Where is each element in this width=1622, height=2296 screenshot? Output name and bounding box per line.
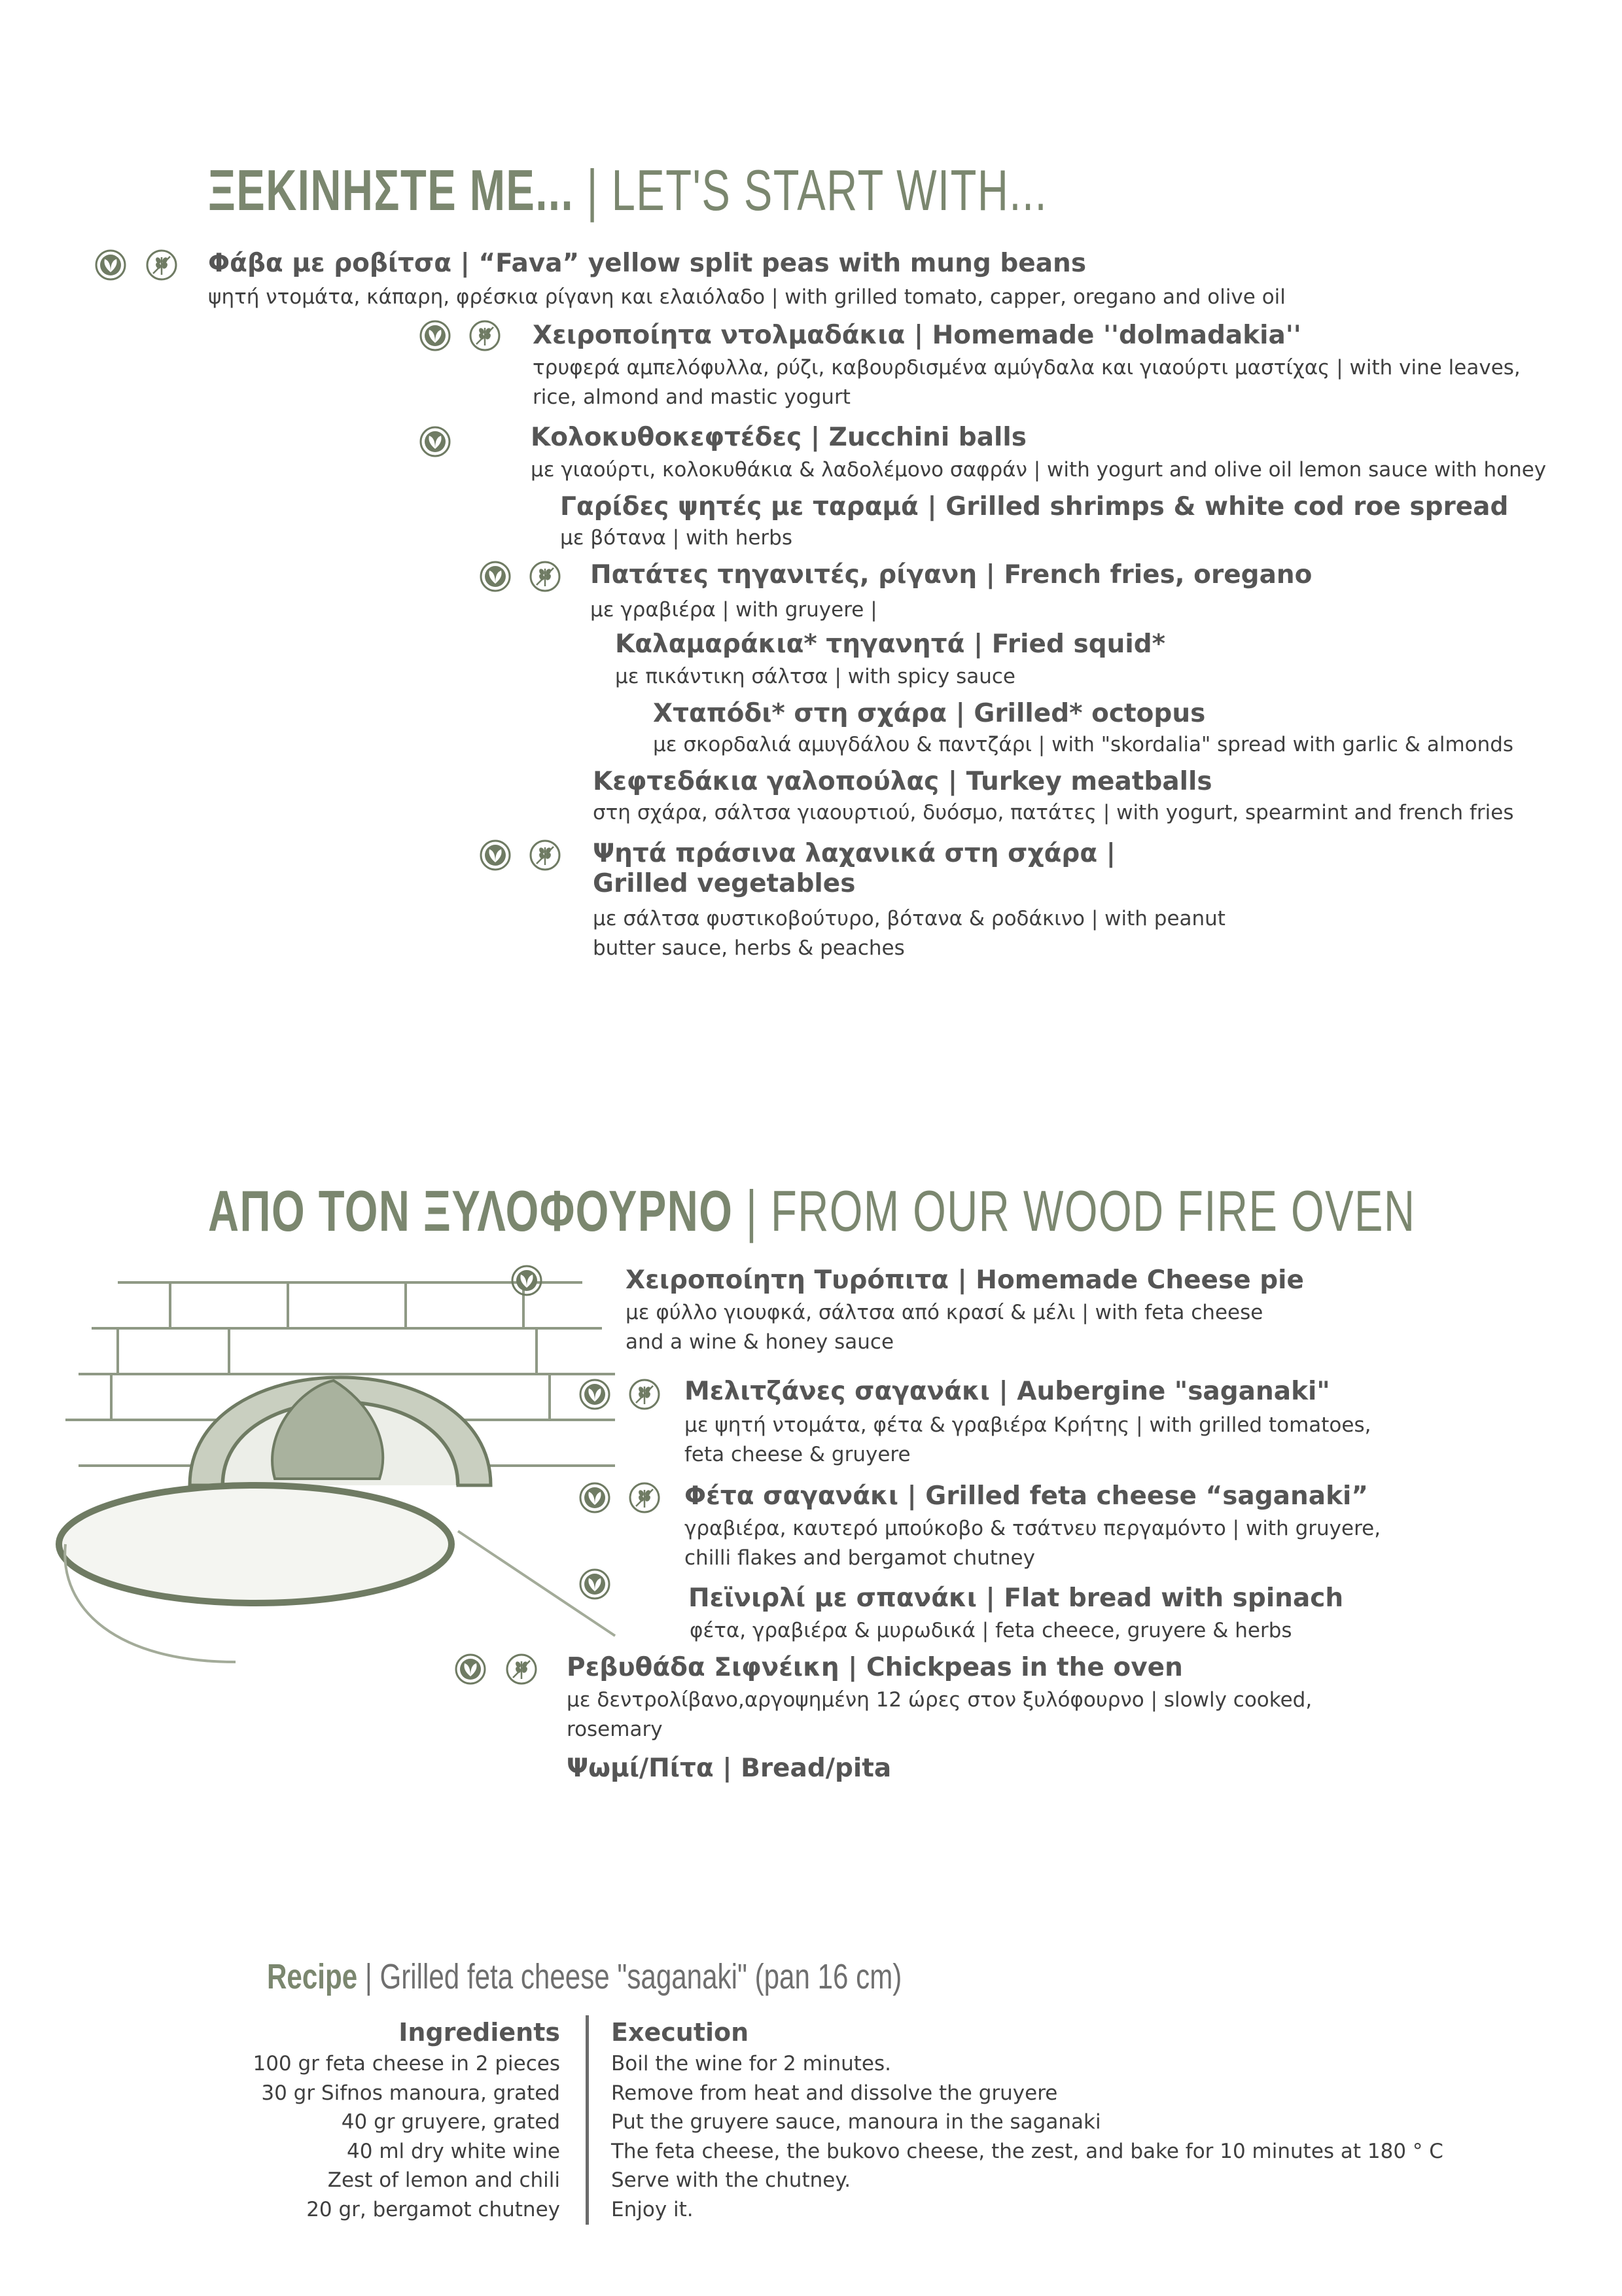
menu-item-title: Ψωμί/Πίτα | Bread/pita <box>567 1754 892 1783</box>
menu-item-desc: με φύλλο γιουφκά, σάλτσα από κρασί & μέλι | with feta cheese and a wine & honey sauce <box>626 1301 1263 1354</box>
menu-item-desc: με σκορδαλιά αμυγδάλου & παντζάρι | with "skordalia" spread with garlic & almonds <box>653 733 1514 756</box>
vegan-leaf-icon <box>479 560 512 593</box>
section-title-separator: | <box>746 1178 758 1243</box>
section-title-gr: ΞΕΚΙΝΗΣΤΕ ΜΕ... <box>208 158 574 222</box>
menu-item-title: Κεφτεδάκια γαλοπούλας | Turkey meatballs <box>593 767 1212 796</box>
recipe-title <box>267 1956 902 1997</box>
vegan-leaf-icon <box>578 1481 611 1514</box>
section-title-en: FROM OUR WOOD FIRE OVEN <box>770 1178 1416 1243</box>
menu-item-desc: με δεντρολίβανο,αργοψημένη 12 ώρες στον ξυλόφουρνο | slowly cooked, rosemary <box>567 1688 1313 1741</box>
menu-item-title: Καλαμαράκια* τηγανητά | Fried squid* <box>615 629 1166 659</box>
menu-item-desc: με σάλτσα φυστικοβούτυρο, βότανα & ροδάκινο | with peanut butter sauce, herbs & peaches <box>593 907 1225 960</box>
execution-step: Enjoy it. <box>611 2197 694 2221</box>
ingredient-line: Zest of lemon and chili <box>327 2168 560 2192</box>
execution-list <box>611 2049 1593 2224</box>
menu-item-title: Φέτα σαγανάκι | Grilled feta cheese “saganaki” <box>684 1481 1369 1511</box>
execution-step: Put the gruyere sauce, manoura in the saganaki <box>611 2110 1101 2134</box>
menu-item-title: Χειροποίητη Τυρόπιτα | Homemade Cheese pie <box>626 1265 1304 1295</box>
vegan-leaf-icon <box>419 425 451 458</box>
execution-step: Remove from heat and dissolve the gruyere <box>611 2081 1058 2105</box>
vegan-leaf-icon <box>510 1264 543 1297</box>
vegan-leaf-icon <box>419 319 451 352</box>
gluten-free-wheat-icon <box>505 1653 538 1686</box>
recipe-divider <box>586 2015 589 2225</box>
wood-oven-illustration <box>39 1269 628 1675</box>
recipe-separator: | <box>364 1957 372 1996</box>
gluten-free-wheat-icon <box>468 319 501 352</box>
recipe-name: Grilled feta cheese "saganaki" (pan 16 cm) <box>379 1957 902 1996</box>
menu-item-title: Γαρίδες ψητές με ταραμά | Grilled shrimps & white cod roe spread <box>560 492 1509 521</box>
section-title-en: LET'S START WITH... <box>611 158 1048 222</box>
gluten-free-wheat-icon <box>529 560 561 593</box>
ingredients-list <box>249 2049 560 2224</box>
menu-item-desc: με πικάντικη σάλτσα | with spicy sauce <box>615 665 1015 688</box>
section-title-oven <box>208 1178 1415 1245</box>
menu-item-desc: στη σχάρα, σάλτσα γιαουρτιού, δυόσμο, πατάτες | with yogurt, spearmint and french fries <box>593 801 1514 824</box>
ingredient-line: 40 ml dry white wine <box>347 2139 560 2163</box>
vegan-leaf-icon <box>479 839 512 872</box>
menu-item-title: Ρεβυθάδα Σιφνέικη | Chickpeas in the oven <box>567 1653 1183 1682</box>
ingredient-line: 100 gr feta cheese in 2 pieces <box>253 2052 560 2075</box>
menu-item-title: Μελιτζάνες σαγανάκι | Aubergine "saganaki" <box>684 1377 1330 1406</box>
menu-item-desc: με γραβιέρα | with gruyere | <box>590 598 877 622</box>
gluten-free-wheat-icon <box>145 249 178 281</box>
menu-item-desc: φέτα, γραβιέρα & μυρωδικά | feta cheece, gruyere & herbs <box>690 1619 1292 1642</box>
menu-item-desc: ψητή ντομάτα, κάπαρη, φρέσκια ρίγανη και ελαιόλαδο | with grilled tomato, capper, oregano and olive oil <box>208 285 1286 309</box>
vegan-leaf-icon <box>94 249 127 281</box>
section-title-gr: ΑΠΟ ΤΟΝ ΞΥΛΟΦΟΥΡΝΟ <box>208 1178 733 1243</box>
menu-item-desc: με γιαούρτι, κολοκυθάκια & λαδολέμονο σαφράν | with yogurt and olive oil lemon sauce with honey <box>531 458 1547 482</box>
menu-item-title: Ψητά πράσινα λαχανικά στη σχάρα | Grilled vegetables <box>593 839 1116 898</box>
menu-item-desc: τρυφερά αμπελόφυλλα, ρύζι, καβουρδισμένα αμύγδαλα και γιαούρτι μαστίχας | with vine leaves, rice, almond and mastic yogurt <box>533 356 1521 409</box>
menu-item-desc: με βότανα | with herbs <box>560 526 793 550</box>
section-title-starters <box>208 157 1048 224</box>
ingredient-line: 30 gr Sifnos manoura, grated <box>261 2081 560 2105</box>
execution-step: Boil the wine for 2 minutes. <box>611 2052 891 2075</box>
vegan-leaf-icon <box>578 1568 611 1600</box>
ingredient-line: 20 gr, bergamot chutney <box>306 2197 560 2221</box>
gluten-free-wheat-icon <box>529 839 561 872</box>
menu-item-desc: με ψητή ντομάτα, φέτα & γραβιέρα Κρήτης | with grilled tomatoes, feta cheese & gruyere <box>684 1413 1371 1466</box>
ingredient-line: 40 gr gruyere, grated <box>341 2110 560 2134</box>
section-title-separator: | <box>586 158 599 222</box>
menu-item-title: Χειροποίητα ντολμαδάκια | Homemade ''dolmadakia'' <box>533 321 1301 350</box>
recipe-label: Recipe <box>267 1957 358 1996</box>
execution-heading: Execution <box>611 2018 749 2047</box>
ingredients-heading: Ingredients <box>398 2018 560 2047</box>
menu-item-title: Πατάτες τηγανιτές, ρίγανη | French fries, oregano <box>590 560 1313 590</box>
menu-item-title: Πεϊνιρλί με σπανάκι | Flat bread with spinach <box>688 1583 1344 1613</box>
execution-step: The feta cheese, the bukovo cheese, the zest, and bake for 10 minutes at 180 ° C <box>611 2139 1443 2163</box>
menu-item-desc: γραβιέρα, καυτερό μπούκοβο & τσάτνευ περγαμόντο | with gruyere, chilli flakes and bergamot chutney <box>684 1517 1381 1570</box>
vegan-leaf-icon <box>578 1378 611 1411</box>
menu-item-title: Κολοκυθοκεφτέδες | Zucchini balls <box>531 423 1027 452</box>
gluten-free-wheat-icon <box>628 1378 661 1411</box>
gluten-free-wheat-icon <box>628 1481 661 1514</box>
execution-step: Serve with the chutney. <box>611 2168 851 2192</box>
vegan-leaf-icon <box>454 1653 487 1686</box>
menu-item-title: Φάβα με ροβίτσα | “Fava” yellow split peas with mung beans <box>208 249 1087 278</box>
menu-item-title: Χταπόδι* στη σχάρα | Grilled* octopus <box>653 699 1206 728</box>
